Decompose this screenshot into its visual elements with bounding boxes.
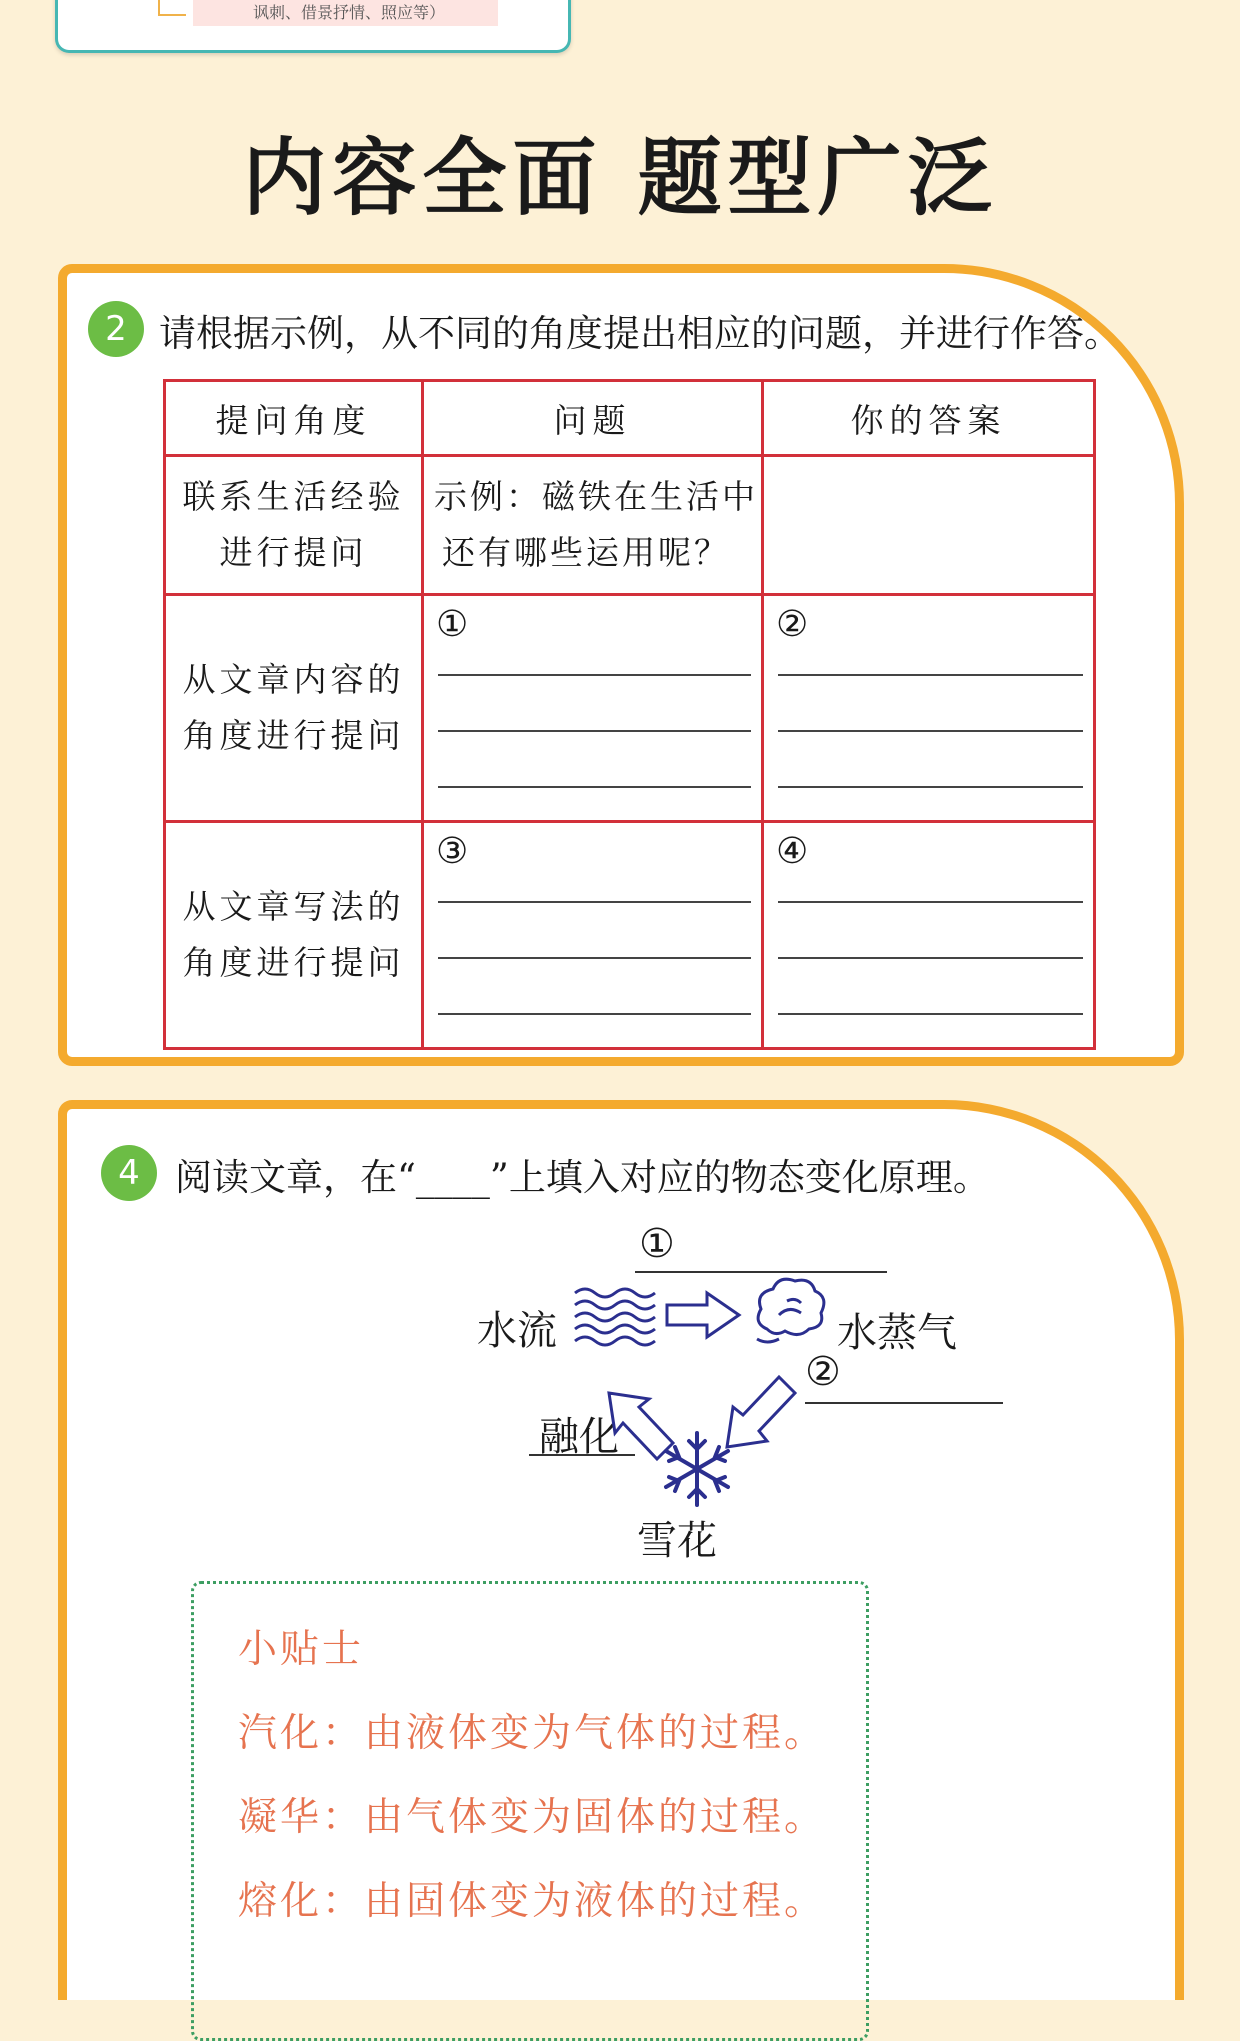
- angle-text: 从文章内容的: [182, 660, 405, 699]
- book-thumbnail: [55, 0, 571, 53]
- angle-text: 进行提问: [219, 533, 368, 572]
- snow-label: 雪花: [637, 1518, 717, 1564]
- angle-text: 角度进行提问: [182, 943, 405, 982]
- answer-line: [778, 957, 1083, 959]
- tip-item: 汽化：由液体变为气体的过程。: [238, 1711, 827, 1756]
- blank-marker: ③: [436, 831, 469, 872]
- example-text: 还有哪些运用呢？: [442, 533, 730, 572]
- question-number-badge: 2: [88, 301, 144, 357]
- page-headline: 内容全面 题型广泛: [242, 129, 998, 227]
- question-table: [163, 379, 1096, 1050]
- arrow-right-icon: [667, 1293, 739, 1337]
- question-answer-area[interactable]: [423, 595, 763, 822]
- answer-line: [438, 730, 751, 732]
- header-cell: 问题: [423, 381, 763, 456]
- arrow-down-left-icon: [727, 1377, 795, 1447]
- water-label: 水流: [477, 1308, 557, 1354]
- answer-line: [778, 730, 1083, 732]
- answer-line: [438, 957, 751, 959]
- tip-item: 熔化：由固体变为液体的过程。: [238, 1879, 827, 1924]
- angle-text: 从文章写法的: [182, 887, 405, 926]
- answer-line: [438, 786, 751, 788]
- arrow-up-left-icon: [609, 1393, 673, 1459]
- table-row: [165, 822, 1095, 1049]
- table-header-row: [165, 381, 1095, 456]
- answer-area[interactable]: [763, 595, 1095, 822]
- answer-cell[interactable]: [763, 456, 1095, 595]
- tip-item: 凝华：由气体变为固体的过程。: [238, 1795, 827, 1840]
- answer-area[interactable]: [763, 822, 1095, 1049]
- angle-cell: [165, 456, 423, 595]
- header-cell: 提问角度: [165, 381, 423, 456]
- angle-cell: [165, 595, 423, 822]
- angle-cell: [165, 822, 423, 1049]
- table-row: [165, 595, 1095, 822]
- question-cell: [423, 456, 763, 595]
- answer-line: [778, 1013, 1083, 1015]
- angle-text: 联系生活经验: [182, 477, 405, 516]
- example-text: 示例：磁铁在生活中: [434, 477, 758, 516]
- melt-label: 融化: [539, 1414, 619, 1460]
- answer-line: [778, 786, 1083, 788]
- answer-line: [438, 674, 751, 676]
- vapor-label: 水蒸气: [837, 1310, 957, 1356]
- snowflake-icon: [666, 1433, 728, 1505]
- blank-marker: ①: [436, 604, 469, 645]
- blank-marker: ①: [639, 1221, 675, 1267]
- cloud-icon: [757, 1279, 824, 1342]
- question-prompt: 阅读文章，在“____”上填入对应的物态变化原理。: [175, 1156, 990, 1199]
- question-number-badge: 4: [101, 1145, 157, 1201]
- question-answer-area[interactable]: [423, 822, 763, 1049]
- answer-line: [438, 901, 751, 903]
- water-wave-icon: [575, 1289, 655, 1345]
- header-cell: 你的答案: [763, 381, 1095, 456]
- blank-marker: ②: [805, 1349, 841, 1395]
- thumbnail-text: 讽刺、借景抒情、照应等）: [193, 0, 498, 26]
- answer-line: [778, 674, 1083, 676]
- question-4-card: [58, 1100, 1184, 2000]
- blank-marker: ②: [776, 604, 809, 645]
- angle-text: 角度进行提问: [182, 716, 405, 755]
- bracket-mark: [158, 0, 186, 16]
- blank-marker: ④: [776, 831, 809, 872]
- answer-line: [778, 901, 1083, 903]
- question-prompt: 请根据示例，从不同的角度提出相应的问题，并进行作答。: [159, 312, 1121, 355]
- tips-box: [191, 1581, 869, 2041]
- tips-title: 小贴士: [238, 1627, 365, 1672]
- question-2-card: [58, 264, 1184, 1066]
- phase-diagram: [67, 1109, 1177, 1589]
- answer-line: [438, 1013, 751, 1015]
- table-row: [165, 456, 1095, 595]
